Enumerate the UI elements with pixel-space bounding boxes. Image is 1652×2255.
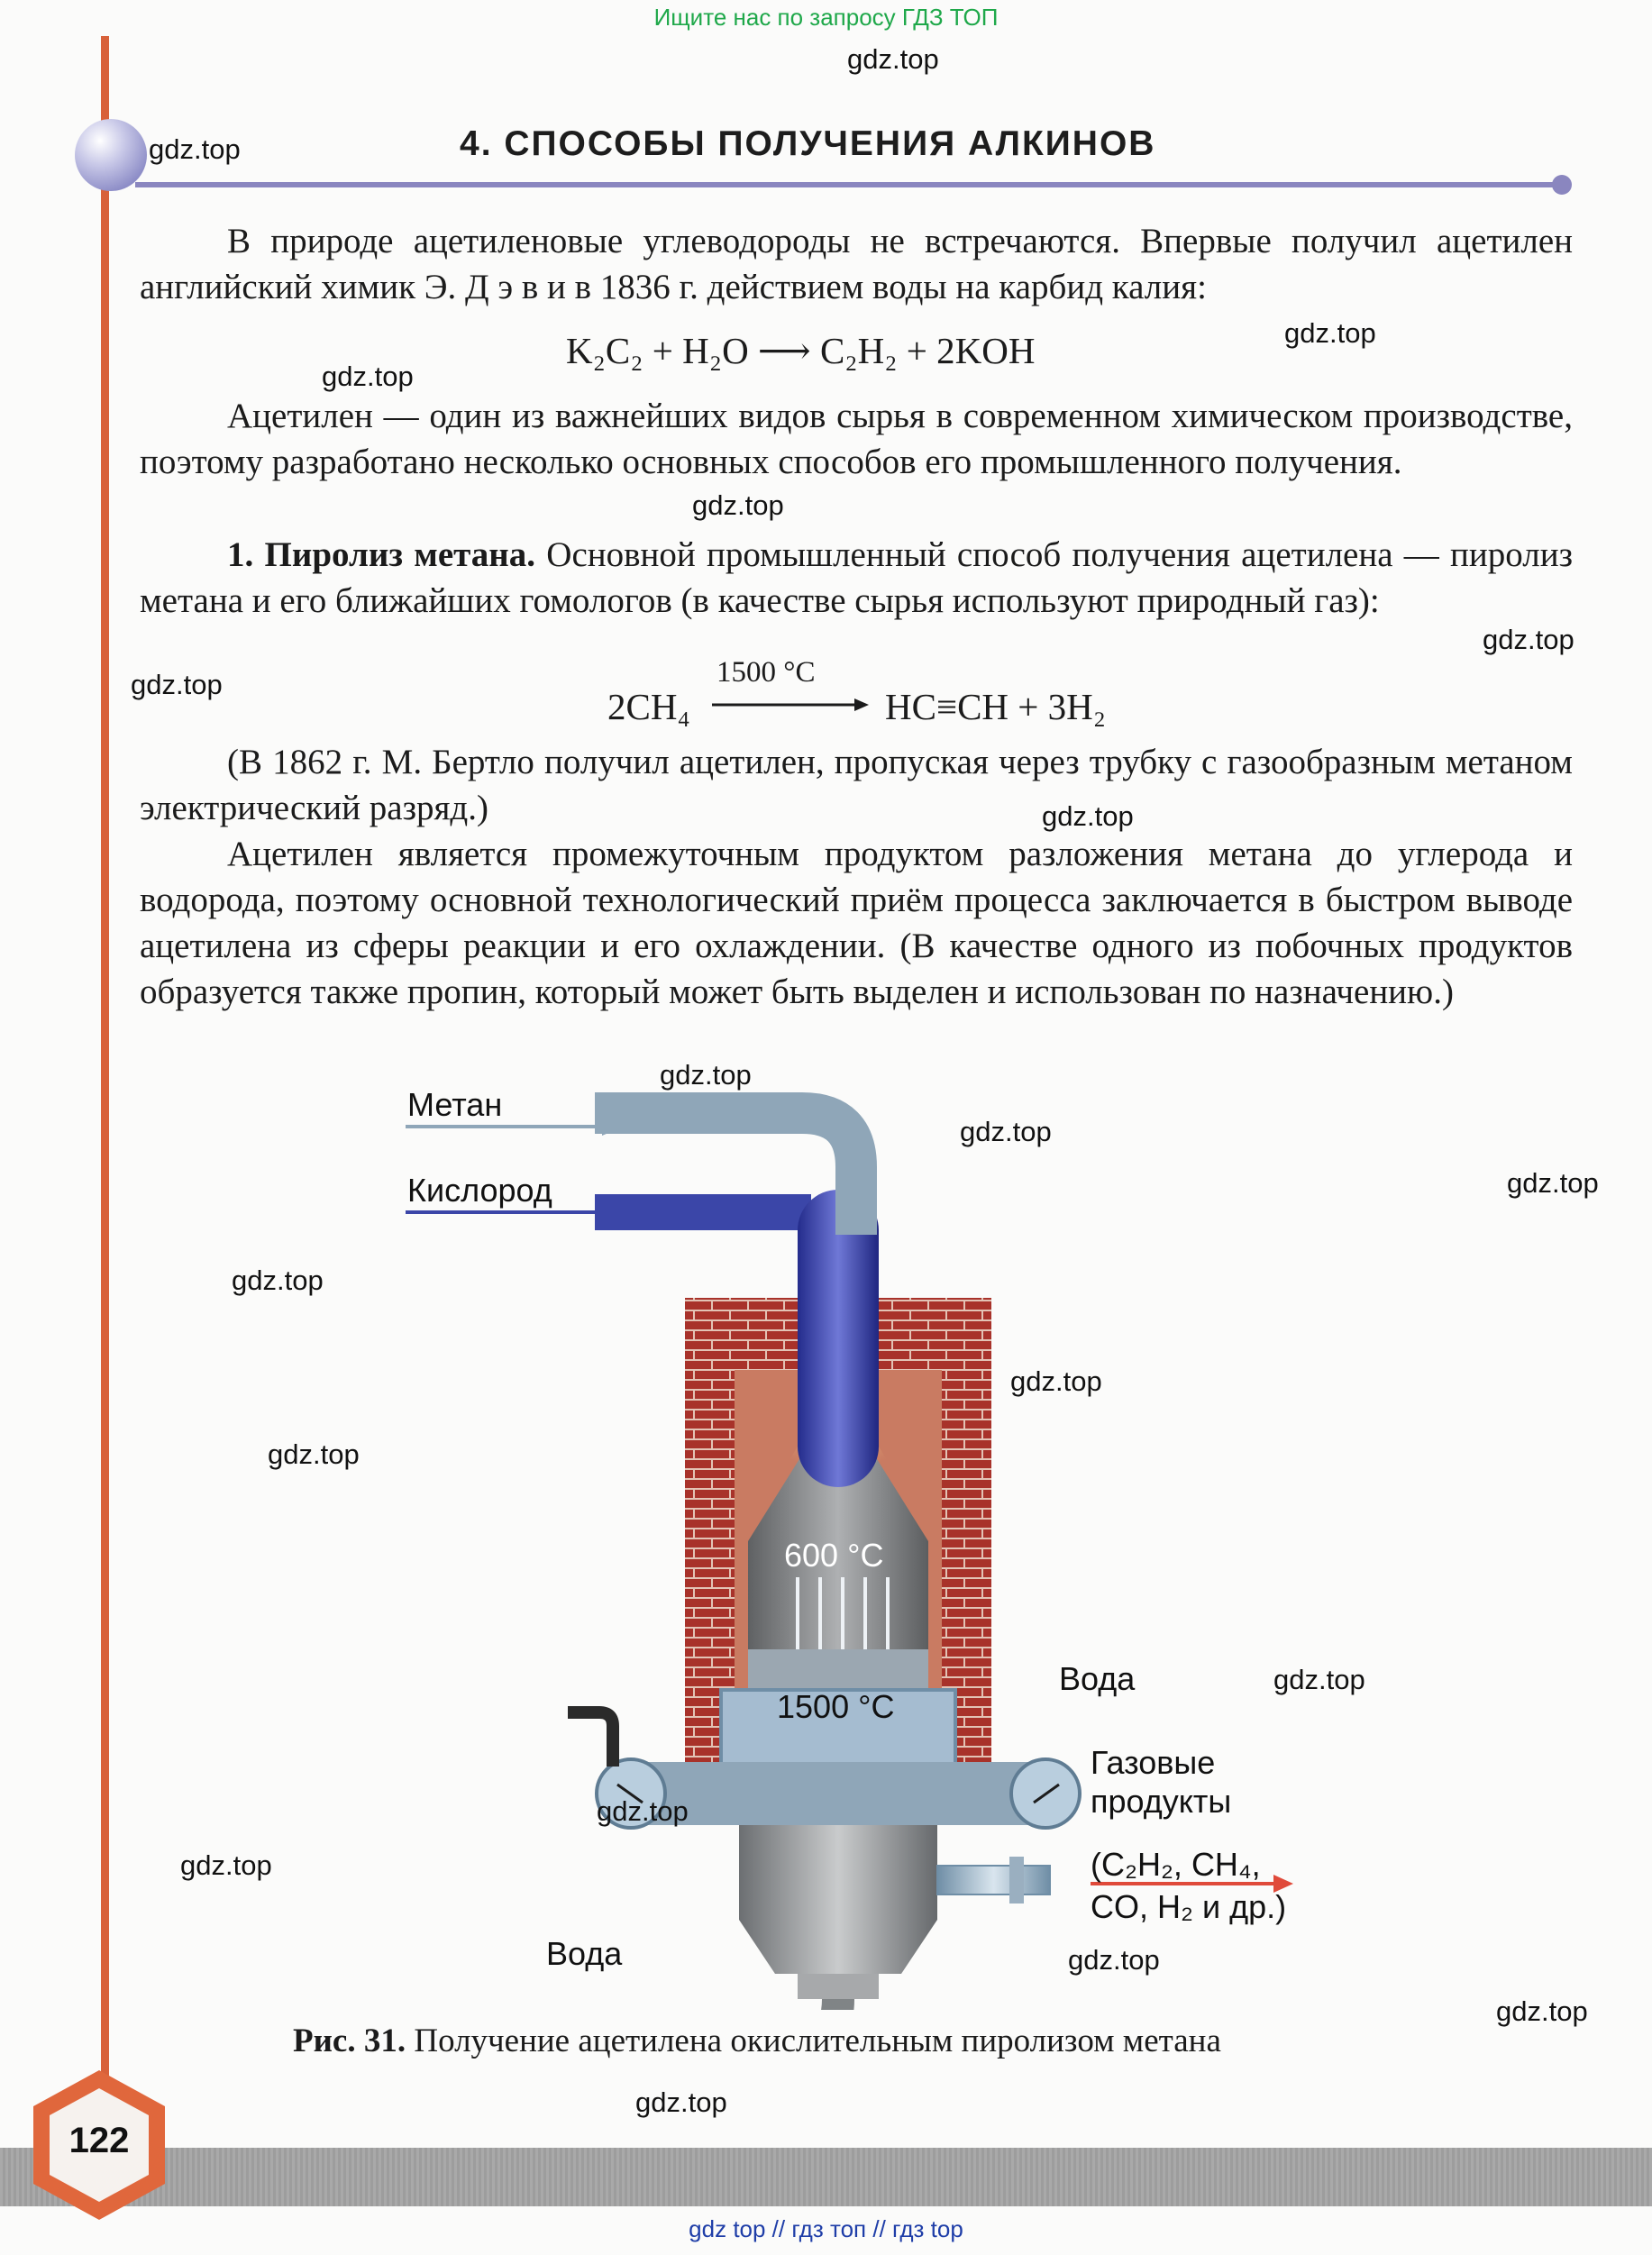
watermark: gdz.top [1068, 1944, 1160, 1976]
paragraph-5 [140, 831, 1573, 1015]
label-gas-products-3: (C₂H₂, CH₄, [1091, 1846, 1261, 1883]
paragraph-3-text: Основной промышленный способ получения ацетилена — пиролиз метана и его ближайших гомологов (в качестве сырья используют природный газ): [140, 535, 1574, 620]
paragraph-1-text: В природе ацетиленовые углеводороды не встречаются. Впервые получил ацетилен английский химик Э. Д э в и в 1836 г. действием воды на карбид калия: [140, 222, 1573, 306]
paragraph-4-text: (В 1862 г. М. Бертло получил ацетилен, пропуская через трубку с газообразным метаном электрический разряд.) [140, 743, 1573, 827]
paragraph-5-text: Ацетилен является промежуточным продуктом разложения метана до углерода и водорода, поэтому основной технологический приём процесса заключается в быстром выводе ацетилена из сферы реакции и его охлаждении. (В качестве одного из побочных продуктов образуется также пропин, который может быть выделен и использован по назначению.) [140, 835, 1573, 1011]
title-rule-dot [1552, 175, 1572, 195]
watermark: gdz.top [1010, 1365, 1102, 1397]
temp-upper: 600 °C [784, 1537, 884, 1574]
label-methane: Метан [407, 1086, 503, 1123]
equation-2-left: 2CH₄ [607, 686, 690, 727]
watermark: gdz.top [131, 669, 223, 700]
section-title: 4. СПОСОБЫ ПОЛУЧЕНИЯ АЛКИНОВ [460, 124, 1156, 163]
watermark: gdz.top [847, 43, 939, 75]
figure-caption-label: Рис. 31. [293, 2022, 406, 2059]
watermark: gdz.top [635, 2086, 727, 2118]
figure-caption-text: Получение ацетилена окислительным пиролизом метана [406, 2022, 1221, 2059]
label-gas-products-1: Газовые [1091, 1744, 1216, 1781]
watermark: gdz.top [1483, 624, 1574, 655]
equation-2-condition: 1500 °C [716, 656, 816, 689]
equation-1: K₂C₂ + H₂O ⟶ C₂H₂ + 2KOH [566, 330, 1036, 371]
title-rule [135, 182, 1562, 187]
watermark: gdz.top [232, 1264, 324, 1296]
figure-caption [293, 2022, 1221, 2060]
paragraph-4 [140, 739, 1573, 831]
watermark: gdz.top [1507, 1167, 1599, 1199]
watermark: gdz.top [960, 1116, 1052, 1147]
paragraph-2-text: Ацетилен — один из важнейших видов сырья в современном химическом производстве, поэтому разработано несколько основных способов его промышленного получения. [140, 397, 1573, 481]
bottom-banner[interactable]: gdz top // гдз топ // гдз top [689, 2215, 963, 2242]
page-number-badge [32, 2068, 167, 2226]
watermark: gdz.top [1284, 317, 1376, 349]
label-water-out: Вода [546, 1935, 623, 1972]
equation-2-right: HC≡CH + 3H₂ [885, 686, 1107, 727]
margin-line [101, 36, 109, 2145]
watermark: gdz.top [1042, 800, 1134, 832]
chapter-ball-icon [75, 119, 147, 191]
watermark: gdz.top [597, 1795, 689, 1827]
temp-lower: 1500 °C [777, 1688, 895, 1725]
watermark: gdz.top [660, 1059, 752, 1091]
watermark: gdz.top [268, 1438, 360, 1470]
paragraph-1 [140, 218, 1573, 310]
equation-2-arrow [712, 696, 870, 714]
label-gas-products-4: CO, H₂ и др.) [1091, 1888, 1287, 1925]
paragraph-3 [140, 532, 1573, 624]
method-heading: 1. Пиролиз метана. [227, 535, 536, 574]
watermark: gdz.top [692, 489, 784, 521]
watermark: gdz.top [180, 1849, 272, 1881]
watermark: gdz.top [149, 133, 241, 165]
top-banner[interactable]: Ищите нас по запросу ГДЗ ТОП [653, 4, 999, 31]
page-number: 122 [68, 2121, 130, 2160]
label-gas-products-2: продукты [1091, 1783, 1232, 1820]
watermark: gdz.top [322, 361, 414, 392]
watermark: gdz.top [1273, 1664, 1365, 1695]
bottom-stripe [0, 2148, 1652, 2206]
label-water-in: Вода [1059, 1660, 1136, 1697]
label-oxygen: Кислород [407, 1172, 552, 1209]
watermark: gdz.top [1496, 1995, 1588, 2027]
paragraph-2 [140, 393, 1573, 485]
